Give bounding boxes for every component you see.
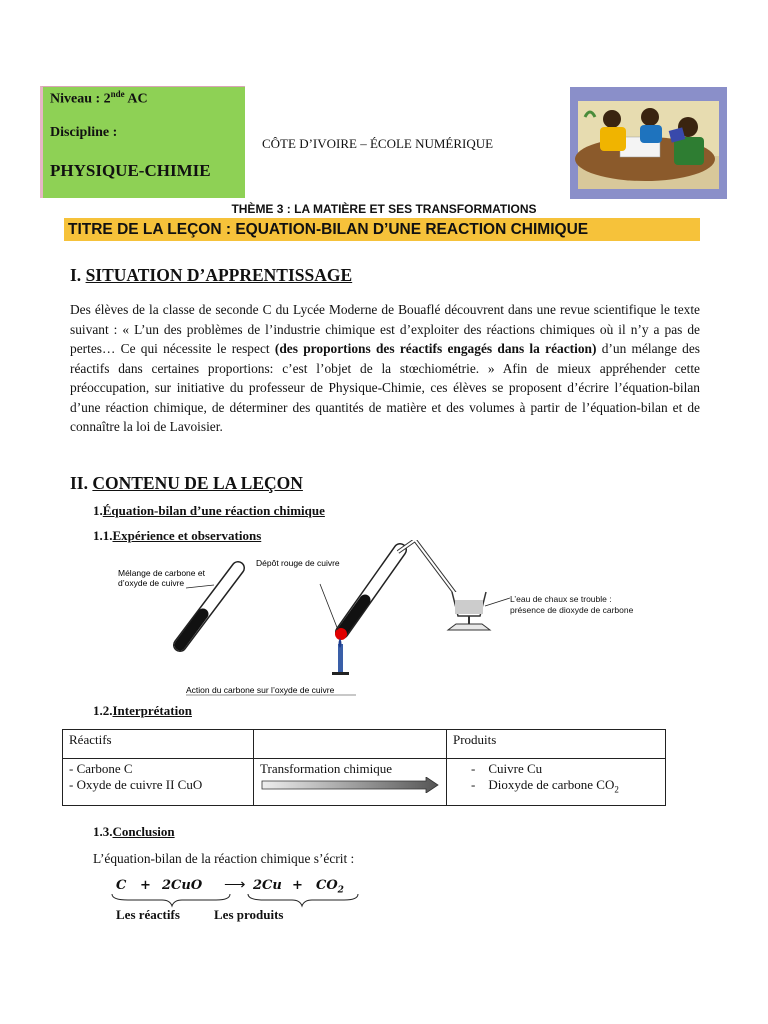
brace-produits: [248, 894, 358, 906]
experiment-figure: [110, 540, 510, 700]
conclusion-intro: L’équation-bilan de la réaction chimique s’écrit :: [93, 851, 355, 866]
para-part-b: d’un mélange des réactifs dans certaines proportions: c’est l’objet de la stœchiométrie. » Afin de mieux appréhender cette préoccupation, sur initiative du professeur de Physique-Chimie, ces élèves se proposent d’écrire l’équation-bilan d’une réaction chimique, de déterminer des quantités de matière et des volumes à partir de l’équation-bilan et de connaître la loi de Lavoisier.: [70, 341, 701, 434]
sub11-num: 1.1.: [93, 528, 113, 543]
produit-2: - Dioxyde de carbone $CO_2$: [471, 777, 619, 795]
table-cell-reactifs: [63, 759, 254, 806]
sub12-num: 1.2.: [93, 703, 113, 718]
reactif-1: - Carbone C: [69, 761, 133, 776]
reactif-2: - Oxyde de cuivre II CuO: [69, 777, 203, 792]
label-produits: Les produits: [214, 907, 284, 922]
limewater-beaker: [448, 592, 510, 630]
sub1-num: 1.: [93, 503, 103, 518]
subsection-1-2: [93, 703, 192, 719]
table-cell-empty: [254, 730, 447, 759]
figure-caption: Action du carbone sur l’oxyde de cuivre: [186, 685, 335, 695]
niveau-line: [50, 89, 148, 108]
equation-arrow: ⟶: [224, 877, 246, 893]
country-header: CÔTE D’IVOIRE – ÉCOLE NUMÉRIQUE: [262, 136, 494, 151]
section2-title: CONTENU DE LA LEÇON: [92, 473, 303, 493]
section1-title: SITUATION D’APPRENTISSAGE: [85, 265, 353, 285]
classroom-illustration: [570, 87, 727, 199]
subsection-1: [93, 503, 325, 519]
table-row: [63, 759, 666, 806]
para-part-a: Des élèves de la classe de seconde C du Lycée Moderne de Bouaflé découvrent dans une revue scientifique le texte suivant : « L’un des problèmes de l’industrie chimique est d’exploiter des réactions chimiques où il n’y a pas de pertes… Ce qui nécessite le respect: [70, 302, 700, 356]
brace-reactifs: [112, 894, 230, 906]
label-depot: Dépôt rouge de cuivre: [256, 558, 340, 568]
header-info-box: [40, 86, 245, 198]
niveau-suffix: AC: [127, 91, 148, 107]
label-reactifs: Les réactifs: [116, 907, 180, 922]
niveau-label: Niveau :: [50, 91, 101, 107]
lesson-title: TITRE DE LA LEÇON : EQUATION-BILAN D’UNE REACTION CHIMIQUE: [64, 218, 700, 241]
discipline-label: Discipline :: [50, 125, 118, 140]
table-cell-produits-header: Produits: [447, 730, 666, 759]
table-cell-reactifs-header: Réactifs: [63, 730, 254, 759]
sub13-num: 1.3.: [93, 824, 113, 839]
sub13-title: Conclusion: [112, 824, 175, 839]
para-bold: (des proportions des réactifs engagés dans la réaction): [274, 341, 597, 356]
transformation-label: Transformation chimique: [260, 761, 393, 776]
theme-heading: THÈME 3 : LA MATIÈRE ET SES TRANSFORMATIONS: [231, 202, 537, 216]
equation-braces: [108, 892, 368, 908]
sub11-title: Expérience et observations: [112, 528, 262, 543]
equation-c: C: [116, 878, 127, 893]
niveau-sup: nde: [110, 89, 125, 99]
produit-1: - Cuivre Cu: [471, 761, 543, 776]
label-mix-2: d’oxyde de cuivre: [118, 578, 185, 588]
equation-2cuo: 2CuO: [162, 878, 203, 893]
arrow-right-icon: [260, 777, 440, 793]
equation-2cu: 2Cu: [253, 878, 282, 893]
equation-plus-1: +: [140, 878, 151, 893]
test-tube-mixture: [180, 568, 238, 645]
table-row: [63, 730, 666, 759]
table-cell-produits: [447, 759, 666, 806]
situation-paragraph: [70, 300, 700, 437]
bunsen-burner: [332, 638, 349, 675]
equation-plus-2: +: [292, 878, 303, 893]
label-eau-2: présence de dioxyde de carbone: [510, 605, 634, 615]
section1-heading: [70, 265, 352, 286]
label-limewater: [510, 594, 633, 616]
discipline-value: PHYSIQUE-CHIMIE: [50, 161, 211, 180]
label-mix-1: Mélange de carbone et: [118, 568, 205, 578]
label-eau-1: L’eau de chaux se trouble :: [510, 594, 612, 604]
section1-num: I.: [70, 265, 82, 285]
equation-co2: $CO_2$: [316, 878, 344, 896]
interpretation-table: [62, 729, 666, 806]
section2-num: II.: [70, 473, 88, 493]
test-tube-heated: [320, 540, 466, 640]
table-cell-transformation: [254, 759, 447, 806]
sub12-title: Interprétation: [112, 703, 192, 718]
sub1-title: Équation-bilan d’une réaction chimique: [102, 503, 325, 518]
section2-heading: [70, 473, 303, 494]
niveau-value: 2: [103, 91, 111, 107]
subsection-1-3: [93, 824, 175, 840]
